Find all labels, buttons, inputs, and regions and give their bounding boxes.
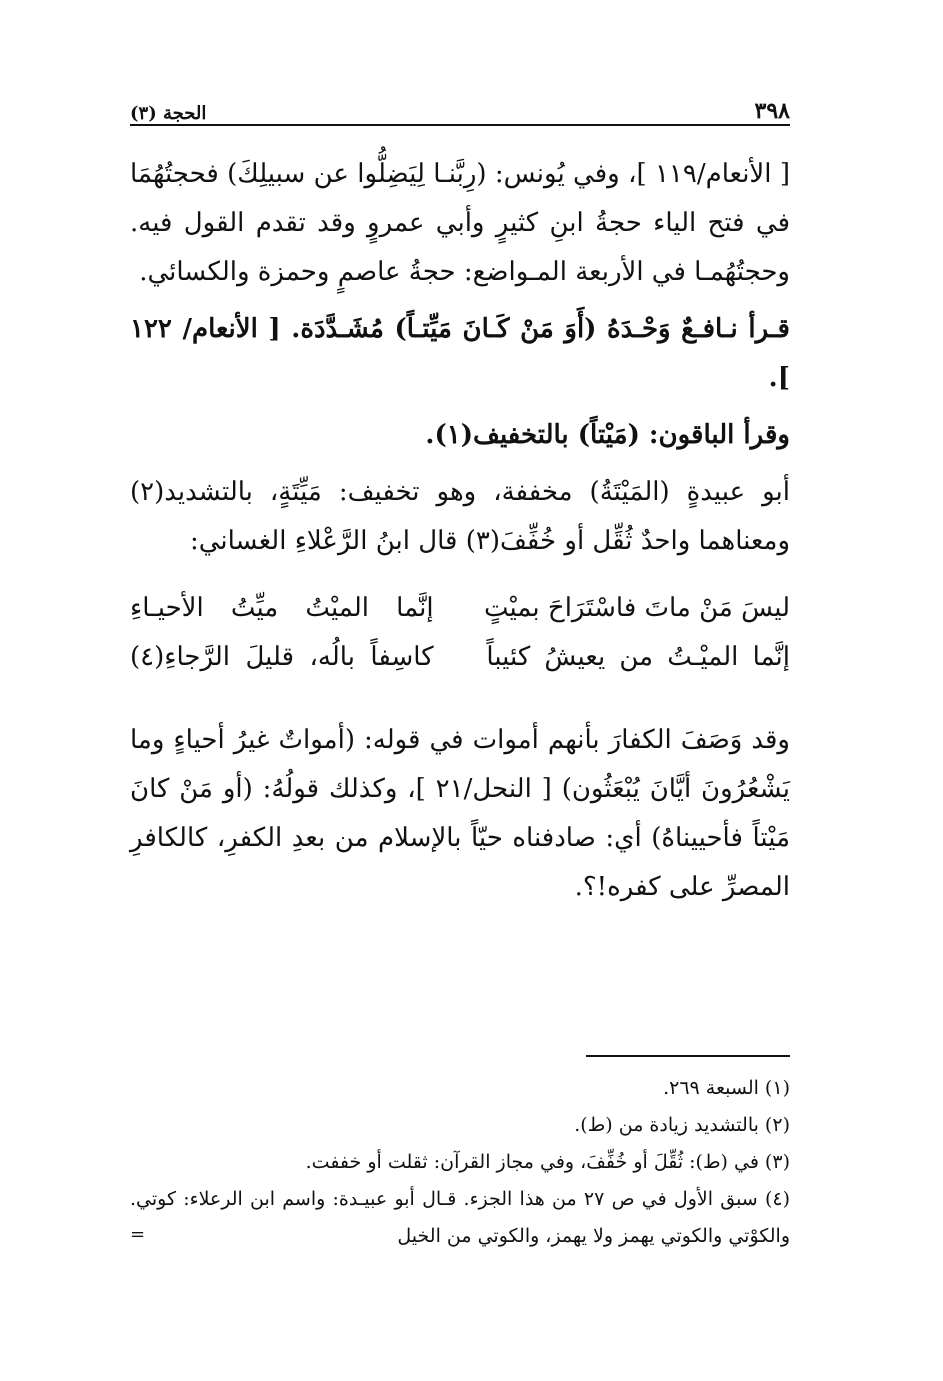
footnote-3: (٣) في (ط): ثُقِّلَ أو خُفِّفَ، وفي مجاز القرآن: ثقلت أو خففت. bbox=[305, 1151, 790, 1173]
paragraph-1: [ الأنعام/١١٩ ]، وفي يُونس: (رِبَّنـا لِيَضِلُّوا عن سبيلِكَ) فحجتُهُمَا في فتح الياء حجةُ ابنِ كثيرٍ وأبي عمروٍ وقد تقدم القول فيه. وحجتُهُمـا في الأربعة المـواضع: حجةُ عاصمٍ وحمزة والكسائي. bbox=[130, 159, 790, 287]
footnotes bbox=[130, 1070, 790, 1255]
paragraph-5: وقد وَصَفَ الكفارَ بأنهم أموات في قوله: (أمواتٌ غيرُ أحياءٍ وما يَشْعُرُونَ أيَّانَ يُبْعَثُون) [ النحل/٢١ ]، وكذلك قولُهُ: (أو مَنْ كانَ مَيْتاً فأحييناهُ) أي: صادفناه حيّاً بالإسلام من بعدِ الكفرِ، كالكافرِ المصرِّ على كفره!؟. bbox=[130, 725, 790, 902]
book-title: الحجة (٣) bbox=[130, 103, 207, 124]
page-number: ٣٩٨ bbox=[754, 98, 790, 124]
paragraph-3: وقرأ الباقون: (مَيْتاً) بالتخفيف(١). bbox=[425, 420, 790, 450]
paragraph-4: أبو عبيدةٍ (المَيْتَةُ) مخففة، وهو تخفيف: مَيِّتَةٍ، بالتشديد(٢) ومعناهما واحدٌ ثُقِّل أو خُفِّفَ(٣) قال ابنُ الرَّعْلاءِ الغساني: bbox=[130, 477, 790, 556]
poem-line bbox=[130, 633, 790, 682]
header-rule bbox=[130, 124, 790, 126]
poem-hemistich: ليسَ مَنْ ماتَ فاسْتَرَاحَ بميْتٍ bbox=[484, 593, 790, 623]
footnote-4: (٤) سبق الأول في ص ٢٧ من هذا الجزء. قـال أبو عبيـدة: واسم ابن الرعلاء: كوتي. والكوْتي والكوتي يهمز ولا يهمز، والكوتي من الخيل bbox=[130, 1188, 791, 1247]
poem-line bbox=[130, 584, 790, 633]
paragraph-2: قـرأ نـافـعٌ وَحْـدَهُ (أَوَ مَنْ كَـانَ مَيِّتـاً) مُشَـدَّدَة. [ الأنعام/ ١٢٢ ]. bbox=[130, 314, 790, 393]
page-header bbox=[130, 92, 790, 124]
main-text bbox=[130, 150, 790, 912]
continuation-mark: = bbox=[130, 1224, 146, 1245]
footnote-rule bbox=[586, 1055, 790, 1057]
footnote-1: (١) السبعة ٢٦٩. bbox=[663, 1077, 790, 1099]
poem-verses bbox=[130, 584, 790, 682]
poem-hemistich: إنَّما الميْتُ ميِّتُ الأحيـاءِ bbox=[130, 593, 434, 623]
poem-hemistich: كاسِفاً بالُه، قليلَ الرَّجاءِ(٤) bbox=[130, 642, 434, 672]
poem-hemistich: إنَّما الميْـتُ من يعيشُ كئيباً bbox=[486, 642, 790, 672]
footnote-2: (٢) بالتشديد زيادة من (ط). bbox=[574, 1114, 790, 1136]
